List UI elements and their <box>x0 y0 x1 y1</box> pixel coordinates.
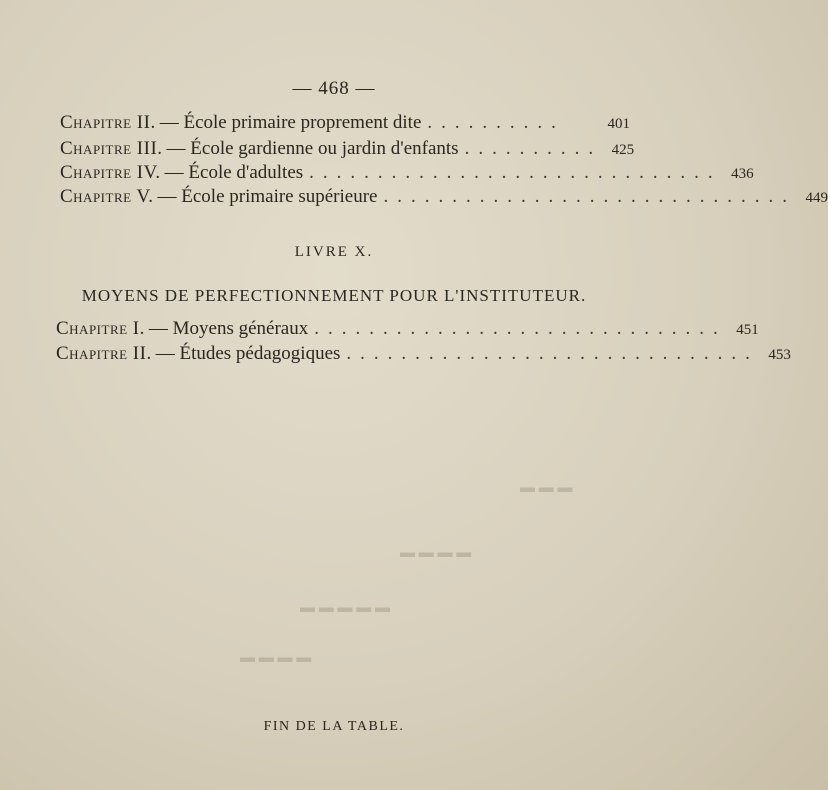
page-number: — 468 — <box>292 78 376 99</box>
toc-entry <box>60 162 754 184</box>
chapter-page: 449 <box>805 190 828 206</box>
bleed-through-mark: ▬ ▬ ▬ ▬ <box>240 650 312 666</box>
end-of-table: FIN DE LA TABLE. <box>263 719 405 734</box>
leader-dots: .............................. <box>309 162 722 183</box>
chapter-page: 425 <box>611 142 635 158</box>
book-heading: LIVRE X. <box>294 244 374 260</box>
chapter-label: Chapitre III. <box>60 138 163 159</box>
chapter-title: — École gardienne ou jardin d'enfants <box>166 138 459 159</box>
chapter-page: 451 <box>736 322 759 338</box>
toc-entry <box>56 343 791 365</box>
bleed-through-mark: ▬ ▬ ▬ <box>520 480 573 496</box>
book-title: MOYENS DE PERFECTIONNEMENT POUR L'INSTITUTEUR. <box>81 286 587 305</box>
chapter-page: 453 <box>768 347 791 363</box>
chapter-title: — École primaire proprement dite <box>159 112 422 133</box>
chapter-label: Chapitre I. <box>56 318 145 339</box>
chapter-label: Chapitre II. <box>60 112 156 133</box>
chapter-title: — École d'adultes <box>164 162 304 183</box>
leader-dots: .......... <box>427 112 565 133</box>
toc-entry <box>56 318 759 340</box>
toc-entry <box>60 186 828 208</box>
chapter-label: Chapitre IV. <box>60 162 161 183</box>
chapter-label: Chapitre II. <box>56 343 152 364</box>
toc-entry <box>60 138 635 160</box>
chapter-page: 401 <box>607 116 630 132</box>
leader-dots: .......... <box>464 138 603 159</box>
chapter-label: Chapitre V. <box>60 186 154 207</box>
leader-dots: .............................. <box>346 343 759 364</box>
toc-entry <box>60 112 630 134</box>
chapter-title: — Études pédagogiques <box>155 343 341 364</box>
leader-dots: .............................. <box>383 186 796 207</box>
chapter-page: 436 <box>731 166 754 182</box>
bleed-through-mark: ▬ ▬ ▬ ▬ <box>400 545 472 561</box>
chapter-title: — École primaire supérieure <box>157 186 378 207</box>
leader-dots: .............................. <box>314 318 727 339</box>
bleed-through-mark: ▬ ▬ ▬ ▬ ▬ <box>300 600 390 616</box>
chapter-title: — Moyens généraux <box>148 318 309 339</box>
